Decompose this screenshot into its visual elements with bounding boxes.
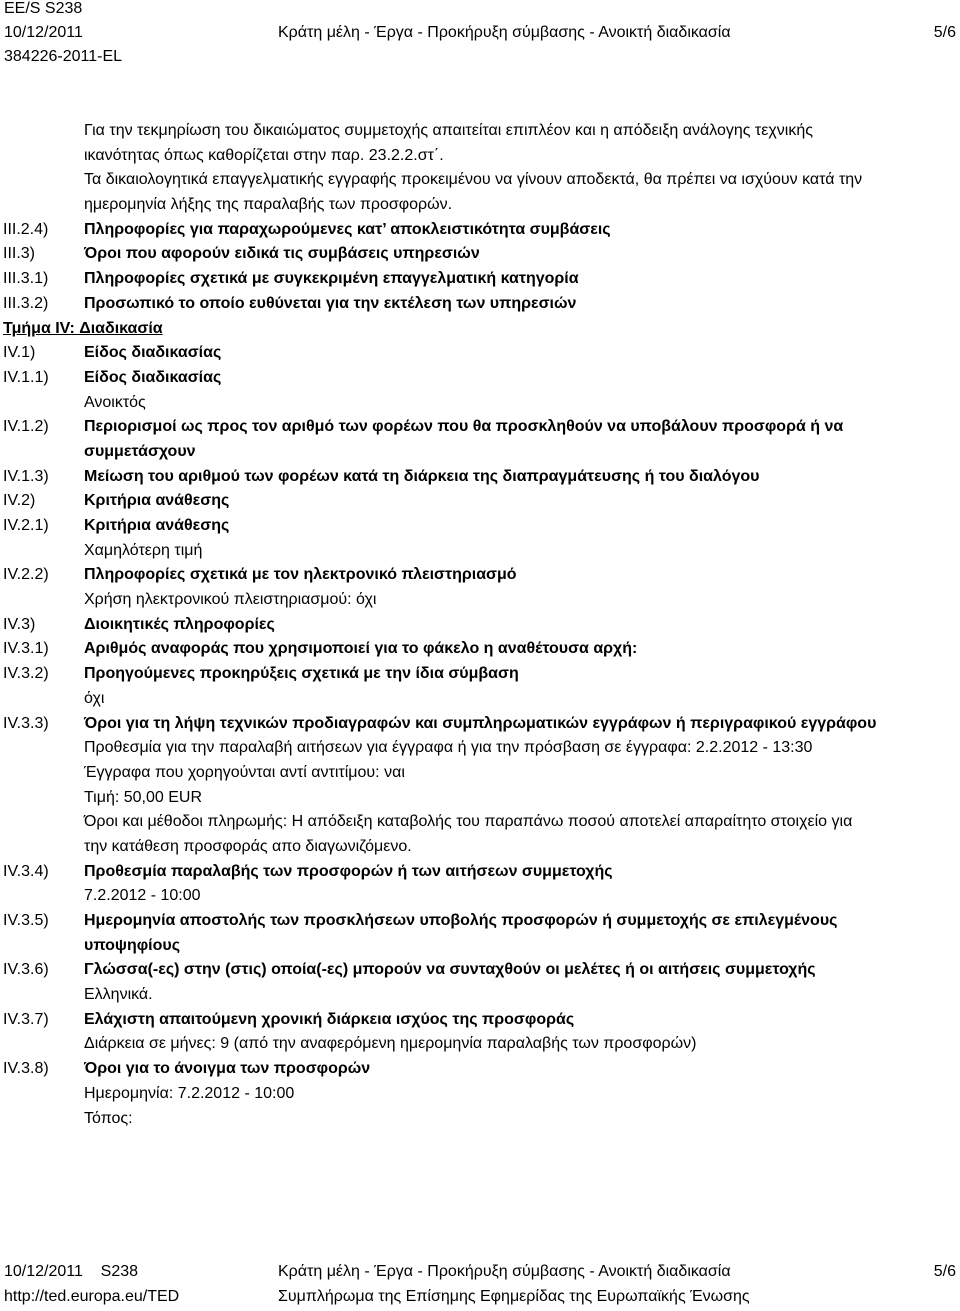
footer-url: http://ted.europa.eu/TED [4,1288,180,1305]
intro-line: ημερομηνία λήξης της παραλαβής των προσφορών. [84,196,453,214]
section-value: Τιμή: 50,00 EUR [84,788,203,806]
section-row [0,218,960,243]
section-value: Τόπος: [84,1109,133,1127]
section-body [84,662,960,711]
header-doc-id: 384226-2011-EL [4,48,123,65]
section-title: Πληροφορίες σχετικά με τον ηλεκτρονικό πλειστηριασμό [84,566,517,584]
part-title: Τμήμα IV: Διαδικασία [3,319,163,337]
section-body [84,366,960,415]
section-title: Αριθμός αναφοράς που χρησιμοποιεί για το φάκελο η αναθέτουσα αρχή: [84,640,638,658]
section-title: Όροι για τη λήψη τεχνικών προδιαγραφών και συμπληρωματικών εγγράφων ή περιγραφικού εγγράφου [84,714,877,732]
section-title: Διοικητικές πληροφορίες [84,615,275,633]
header-doc-ref: EE/S S238 [4,0,83,17]
section-body [84,909,960,958]
header-date: 10/12/2011 [4,24,83,41]
section-number: IV.3.5) [3,912,49,929]
intro-line: Για την τεκμηρίωση του δικαιώματος συμμετοχής απαιτείται επιπλέον και η απόδειξη ανάλογης τεχνικής [84,122,813,139]
section-value: Χρήση ηλεκτρονικού πλειστηριασμού: όχι [84,591,377,609]
intro-line: ικανότητας όπως καθορίζεται στην παρ. 23.2.2.στ΄. [84,146,444,164]
section-body [84,958,960,1007]
section-number: IV.3.2) [3,665,49,683]
section-number: III.3.1) [3,270,49,288]
section-value: 7.2.2012 - 10:00 [84,887,201,905]
section-value: Διάρκεια σε μήνες: 9 (από την αναφερόμενη ημερομηνία παραλαβής των προσφορών) [84,1035,697,1053]
section-title: Όροι για το άνοιγμα των προσφορών [84,1060,371,1078]
section-title: Περιορισμοί ως προς τον αριθμό των φορέων που θα προσκληθούν να υποβάλουν προσφορά ή να [84,418,844,436]
section-title: Κριτήρια ανάθεσης [84,517,230,534]
section-body [84,415,960,464]
section-title: Είδος διαδικασίας [84,368,222,386]
section-title: Προηγούμενες προκηρύξεις σχετικά με την ίδια σύμβαση [84,665,519,683]
section-value: Ημερομηνία: 7.2.2012 - 10:00 [84,1084,295,1102]
section-value: όχι [84,689,105,707]
section-row [0,292,960,317]
section-title-cont: συμμετάσχουν [84,442,196,460]
section-body [84,489,960,514]
section-title: Κριτήρια ανάθεσης [84,492,230,510]
section-title: Πληροφορίες για παραχωρούμενες κατ’ αποκλειστικότητα συμβάσεις [84,220,611,238]
section-row [0,563,960,612]
section-number: IV.3.8) [3,1060,49,1078]
section-body [84,242,960,267]
header-page-number: 5/6 [933,24,956,41]
section-row [0,267,960,292]
section-value: Προθεσμία για την παραλαβή αιτήσεων για έγγραφα ή για την πρόσβαση σε έγγραφα: 2.2.2012 - 13:30 [84,739,813,757]
section-number: IV.3) [3,615,36,633]
section-row [0,909,960,958]
section-row [0,465,960,490]
section-row [0,1008,960,1057]
section-list-part-4 [0,341,960,1131]
section-number: III.3) [3,245,36,263]
section-title: Γλώσσα(-ες) στην (στις) οποία(-ες) μπορούν να συνταχθούν οι μελέτες ή οι αιτήσεις συμμετοχής [84,961,816,979]
section-body [84,341,960,366]
section-number: IV.2) [3,492,36,510]
section-number: IV.1.2) [3,418,49,436]
section-title: Προθεσμία παραλαβής των προσφορών ή των αιτήσεων συμμετοχής [84,862,613,880]
section-body [84,465,960,490]
section-row [0,366,960,415]
section-value: Ανοικτός [84,393,146,411]
section-body [84,1057,960,1131]
section-body [84,292,960,317]
section-number: IV.1.1) [3,368,49,386]
footer-subtitle: Συμπλήρωμα της Επίσημης Εφημερίδας της Ευρωπαϊκής Ένωσης [278,1288,750,1305]
section-body [84,613,960,638]
section-row [0,712,960,860]
intro-block [0,119,960,218]
section-row [0,489,960,514]
section-value: Ελληνικά. [84,986,153,1004]
section-body [84,514,960,563]
section-value: την κατάθεση προσφοράς απο διαγωνιζόμενο. [84,837,412,855]
section-row [0,958,960,1007]
section-body [84,860,960,909]
section-row [0,613,960,638]
section-row [0,662,960,711]
footer-date-series: 10/12/2011 S238 [4,1263,139,1280]
section-number: IV.3.1) [3,640,49,658]
section-row [0,860,960,909]
section-body [84,267,960,292]
section-value: Όροι και μέθοδοι πληρωμής: Η απόδειξη καταβολής του παραπάνω ποσού αποτελεί απαραίτητο στοιχείο για [84,813,853,831]
section-number: IV.1) [3,344,36,362]
section-number: IV.2.2) [3,566,49,584]
section-number: IV.3.6) [3,961,49,979]
section-title: Προσωπικό το οποίο ευθύνεται για την εκτέλεση των υπηρεσιών [84,294,577,312]
section-body [84,563,960,612]
header-title: Κράτη μέλη - Έργα - Προκήρυξη σύμβασης - Ανοικτή διαδικασία [278,24,731,41]
intro-text [84,119,960,218]
section-number: IV.3.3) [3,714,49,732]
section-number: IV.3.7) [3,1010,49,1028]
section-body [84,218,960,243]
section-value: Χαμηλότερη τιμή [84,541,203,559]
section-row [0,514,960,563]
document-body [0,119,960,1131]
section-row [0,637,960,662]
section-number: IV.3.4) [3,862,49,880]
section-value: Έγγραφα που χορηγούνται αντί αντιτίμου: ναι [84,763,405,781]
footer-title: Κράτη μέλη - Έργα - Προκήρυξη σύμβασης - Ανοικτή διαδικασία [278,1263,731,1280]
section-title-cont: υποψηφίους [84,936,181,954]
section-title: Πληροφορίες σχετικά με συγκεκριμένη επαγγελματική κατηγορία [84,270,579,288]
section-number: III.3.2) [3,294,49,312]
section-body [84,712,960,860]
section-row [0,415,960,464]
footer-page-number: 5/6 [933,1263,956,1280]
section-number: IV.2.1) [3,517,49,534]
section-list-part-3 [0,218,960,317]
section-title: Είδος διαδικασίας [84,344,222,362]
section-number: III.2.4) [3,220,49,238]
section-title: Ημερομηνία αποστολής των προσκλήσεων υποβολής προσφορών ή συμμετοχής σε επιλεγμένους [84,912,838,929]
section-title: Μείωση του αριθμού των φορέων κατά τη διάρκεια της διαπραγμάτευσης ή του διαλόγου [84,467,760,485]
section-row [0,1057,960,1131]
section-row [0,242,960,267]
section-row [0,341,960,366]
section-number: IV.1.3) [3,467,49,485]
intro-line: Τα δικαιολογητικά επαγγελματικής εγγραφής προκειμένου να γίνουν αποδεκτά, θα πρέπει να ισχύουν κατά την [84,171,863,189]
section-title: Όροι που αφορούν ειδικά τις συμβάσεις υπηρεσιών [84,245,480,263]
section-title: Ελάχιστη απαιτούμενη χρονική διάρκεια ισχύος της προσφοράς [84,1010,575,1028]
section-body [84,637,960,662]
section-body [84,1008,960,1057]
